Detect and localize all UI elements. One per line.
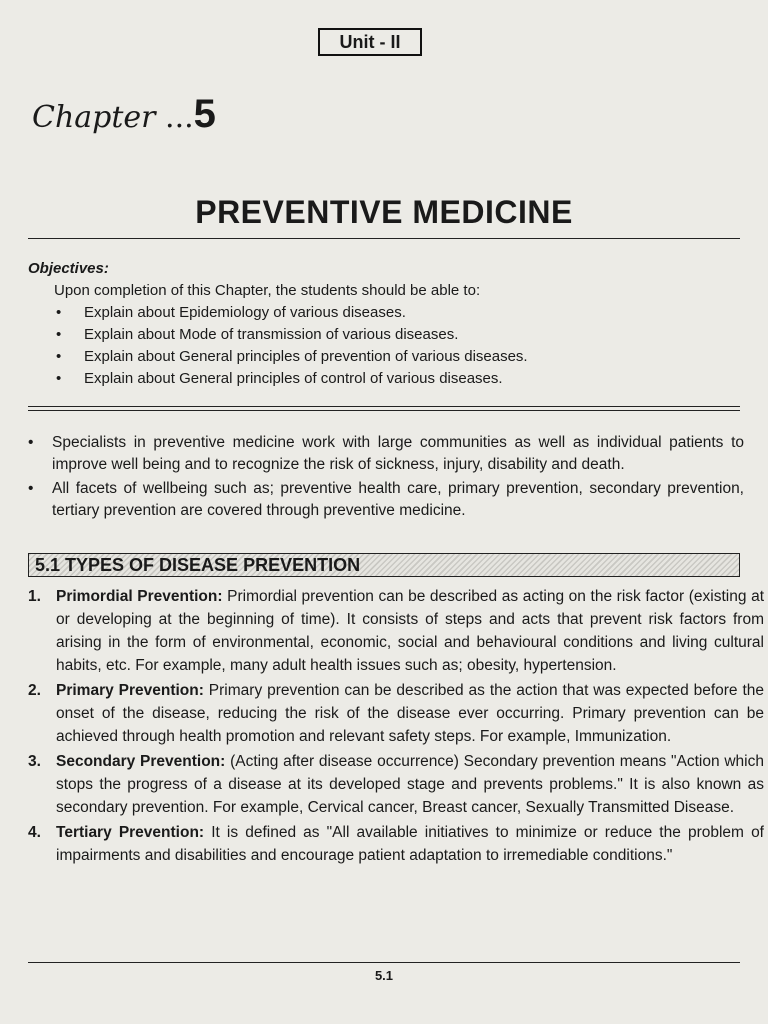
item-text: Primary prevention can be described as the action that was expected before the onset of the disease, reducing the risk of the disease ever occurring. Primary prevention can be achieved through health promotion and relevant safety steps. For example, Immunization. [56,682,764,745]
section-heading: 5.1 TYPES OF DISEASE PREVENTION [28,553,740,577]
item-number: 3. [28,753,41,770]
chapter-number: 5 [193,92,216,136]
objectives-block [28,258,740,390]
item-term: Tertiary Prevention: [56,824,205,841]
footer-divider [28,962,740,963]
item-text: (Acting after disease occurrence) Secondary prevention means "Action which stops the progress of a disease at its developed stage and prevents problems." It is also known as secondary prevention. For example, Cervical cancer, Breast cancer, Sexually Transmitted Disease. [56,753,764,816]
page-title: PREVENTIVE MEDICINE [195,194,573,230]
item-term: Secondary Prevention: [56,753,226,770]
chapter-dots: ... [155,100,194,135]
list-item [28,821,764,867]
objectives-intro: Upon completion of this Chapter, the students should be able to: [54,282,481,299]
page-number: 5.1 [374,968,394,983]
objective-item: • Explain about Epidemiology of various diseases. [28,302,740,324]
item-text: It is defined as "All available initiatives to minimize or reduce the problem of impairments and disabilities and encourage patient adaptation to irremediable conditions." [56,824,764,864]
list-item [28,585,764,677]
item-text: Primordial prevention can be described as acting on the risk factor (existing at or developing at the beginning of time). It consists of steps and acts that prevent risk factors from arising in the form of environmental, economic, social and behavioural conditions and living cultural habits, etc. For example, many adult health issues such as; obesity, hypertension. [56,588,764,674]
chapter-word: Chapter [32,100,156,135]
item-number: 1. [28,588,41,605]
list-item [28,679,764,748]
objectives-divider-top [28,406,740,407]
objectives-heading: Objectives: [28,260,109,277]
chapter-heading [32,92,216,137]
item-number: 2. [28,682,41,699]
list-item [28,750,764,819]
objective-item: • Explain about Mode of transmission of various diseases. [28,324,740,346]
item-term: Primary Prevention: [56,682,204,699]
objectives-list [28,302,740,390]
prevention-types-list [28,585,764,869]
objective-item: • Explain about General principles of control of various diseases. [28,368,740,390]
unit-label: Unit - II [318,28,422,56]
objectives-divider-bottom [28,410,740,411]
objective-item: • Explain about General principles of prevention of various diseases. [28,346,740,368]
item-number: 4. [28,824,41,841]
intro-bullet: • All facets of wellbeing such as; preventive health care, primary prevention, secondary prevention, tertiary prevention are covered through preventive medicine. [28,478,744,522]
title-divider [28,238,740,239]
item-term: Primordial Prevention: [56,588,223,605]
intro-bullet-list [28,432,744,524]
intro-bullet: • Specialists in preventive medicine work with large communities as well as individual patients to improve well being and to recognize the risk of sickness, injury, disability and death. [28,432,744,476]
